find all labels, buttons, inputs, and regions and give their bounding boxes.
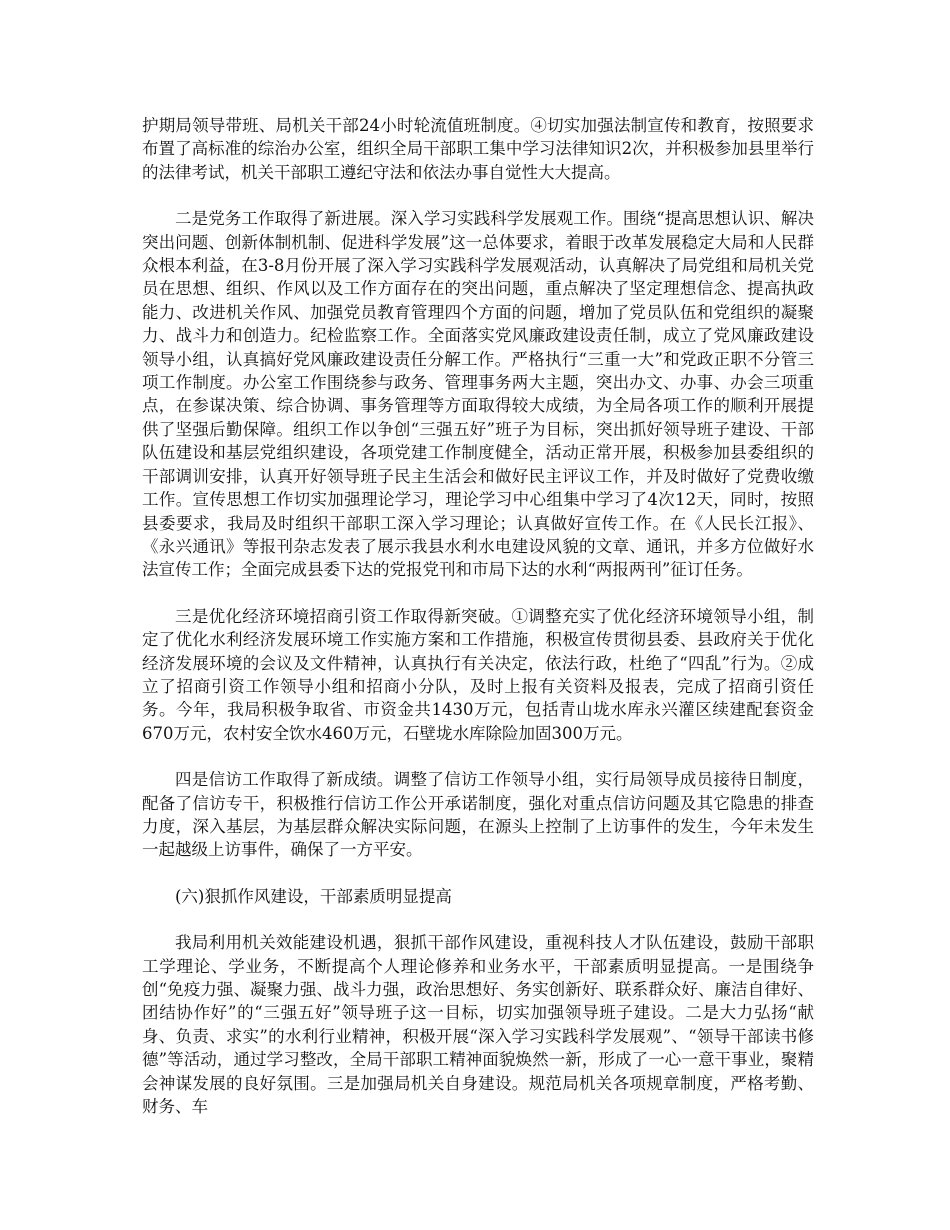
paragraph-party-work: 二是党务工作取得了新进展。深入学习实践科学发展观工作。围绕“提高思想认识、解决突出问题、创新体制机制、促进科学发展”这一总体要求，着眼于改革发展稳定大局和人民群众根本利益，在3-8月份开展了深入学习实践科学发展观活动，认真解决了局党组和局机关党员在思想、组织、作风以及工作方面存在的突出问题，重点解决了坚定理想信念、提高执政能力、改进机关作风、加强党员教育管理四个方面的问题，增加了党员队伍和党组织的凝聚力、战斗力和创造力。纪检监察工作。全面落实党风廉政建设责任制，成立了党风廉政建设领导小组，认真搞好党风廉政建设责任分解工作。严格执行“三重一大”和党政正职不分管三项工作制度。办公室工作围绕参与政务、管理事务两大主题，突出办文、办事、办会三项重点，在参谋决策、综合协调、事务管理等方面取得较大成绩，为全局各项工作的顺利开展提供了坚强后勤保障。组织工作以争创“三强五好”班子为目标，突出抓好领导班子建设、干部队伍建设和基层党组织建设，各项党建工作制度健全，活动正常开展，积极参加县委组织的干部调训安排，认真开好领导班子民主生活会和做好民主评议工作，并及时做好了党费收缴工作。宣传思想工作切实加强理论学习，理论学习中心组集中学习了4次12天，同时，按照县委要求，我局及时组织干部职工深入学习理论；认真做好宣传工作。在《人民长江报》、《永兴通讯》等报刊杂志发表了展示我县水利水电建设风貌的文章、通讯，并多方位做好水法宣传工作；全面完成县委下达的党报党刊和市局下达的水利“两报两刊”征订任务。 <box>142 209 814 580</box>
section-heading: (六)狠抓作风建设，干部素质明显提高 <box>175 886 452 906</box>
document-page <box>142 114 814 1141</box>
paragraph-work-style: 我局利用机关效能建设机遇，狠抓干部作风建设，重视科技人才队伍建设，鼓励干部职工学理论、学业务，不断提高个人理论修养和业务水平，干部素质明显提高。一是围绕争创“免疫力强、凝聚力强、战斗力强，政治思想好、务实创新好、联系群众好、廉洁自律好、团结协作好”的“三强五好”领导班子这一目标，切实加强领导班子建设。二是大力弘扬“献身、负责、求实”的水利行业精神，积极开展“深入学习实践科学发展观”、“领导干部读书修德”等活动，通过学习整改，全局干部职工精神面貌焕然一新，形成了一心一意干事业，聚精会神谋发展的良好氛围。三是加强局机关自身建设。规范局机关各项规章制度，严格考勤、财务、车 <box>142 933 814 1117</box>
paragraph-petition: 四是信访工作取得了新成绩。调整了信访工作领导小组，实行局领导成员接待日制度，配备了信访专干，积极推行信访工作公开承诺制度，强化对重点信访问题及其它隐患的排查力度，深入基层，为基层群众解决实际问题，在源头上控制了上访事件的发生，今年未发生一起越级上访事件，确保了一方平安。 <box>142 770 814 860</box>
paragraph-continuation: 护期局领导带班、局机关干部24小时轮流值班制度。④切实加强法制宣传和教育，按照要求布置了高标准的综治办公室，组织全局干部职工集中学习法律知识2次，并积极参加县里举行的法律考试，机关干部职工遵纪守法和依法办事自觉性大大提高。 <box>142 116 814 182</box>
paragraph-investment: 三是优化经济环境招商引资工作取得新突破。①调整充实了优化经济环境领导小组，制定了优化水利经济发展环境工作实施方案和工作措施，积极宣传贯彻县委、县政府关于优化经济发展环境的会议及文件精神，认真执行有关决定，依法行政，杜绝了“四乱”行为。②成立了招商引资工作领导小组和招商小分队，及时上报有关资料及报表，完成了招商引资任务。今年，我局积极争取省、市资金共1430万元，包括青山垅水库永兴灌区续建配套资金670万元，农村安全饮水460万元，石壁垅水库除险加固300万元。 <box>142 606 814 743</box>
